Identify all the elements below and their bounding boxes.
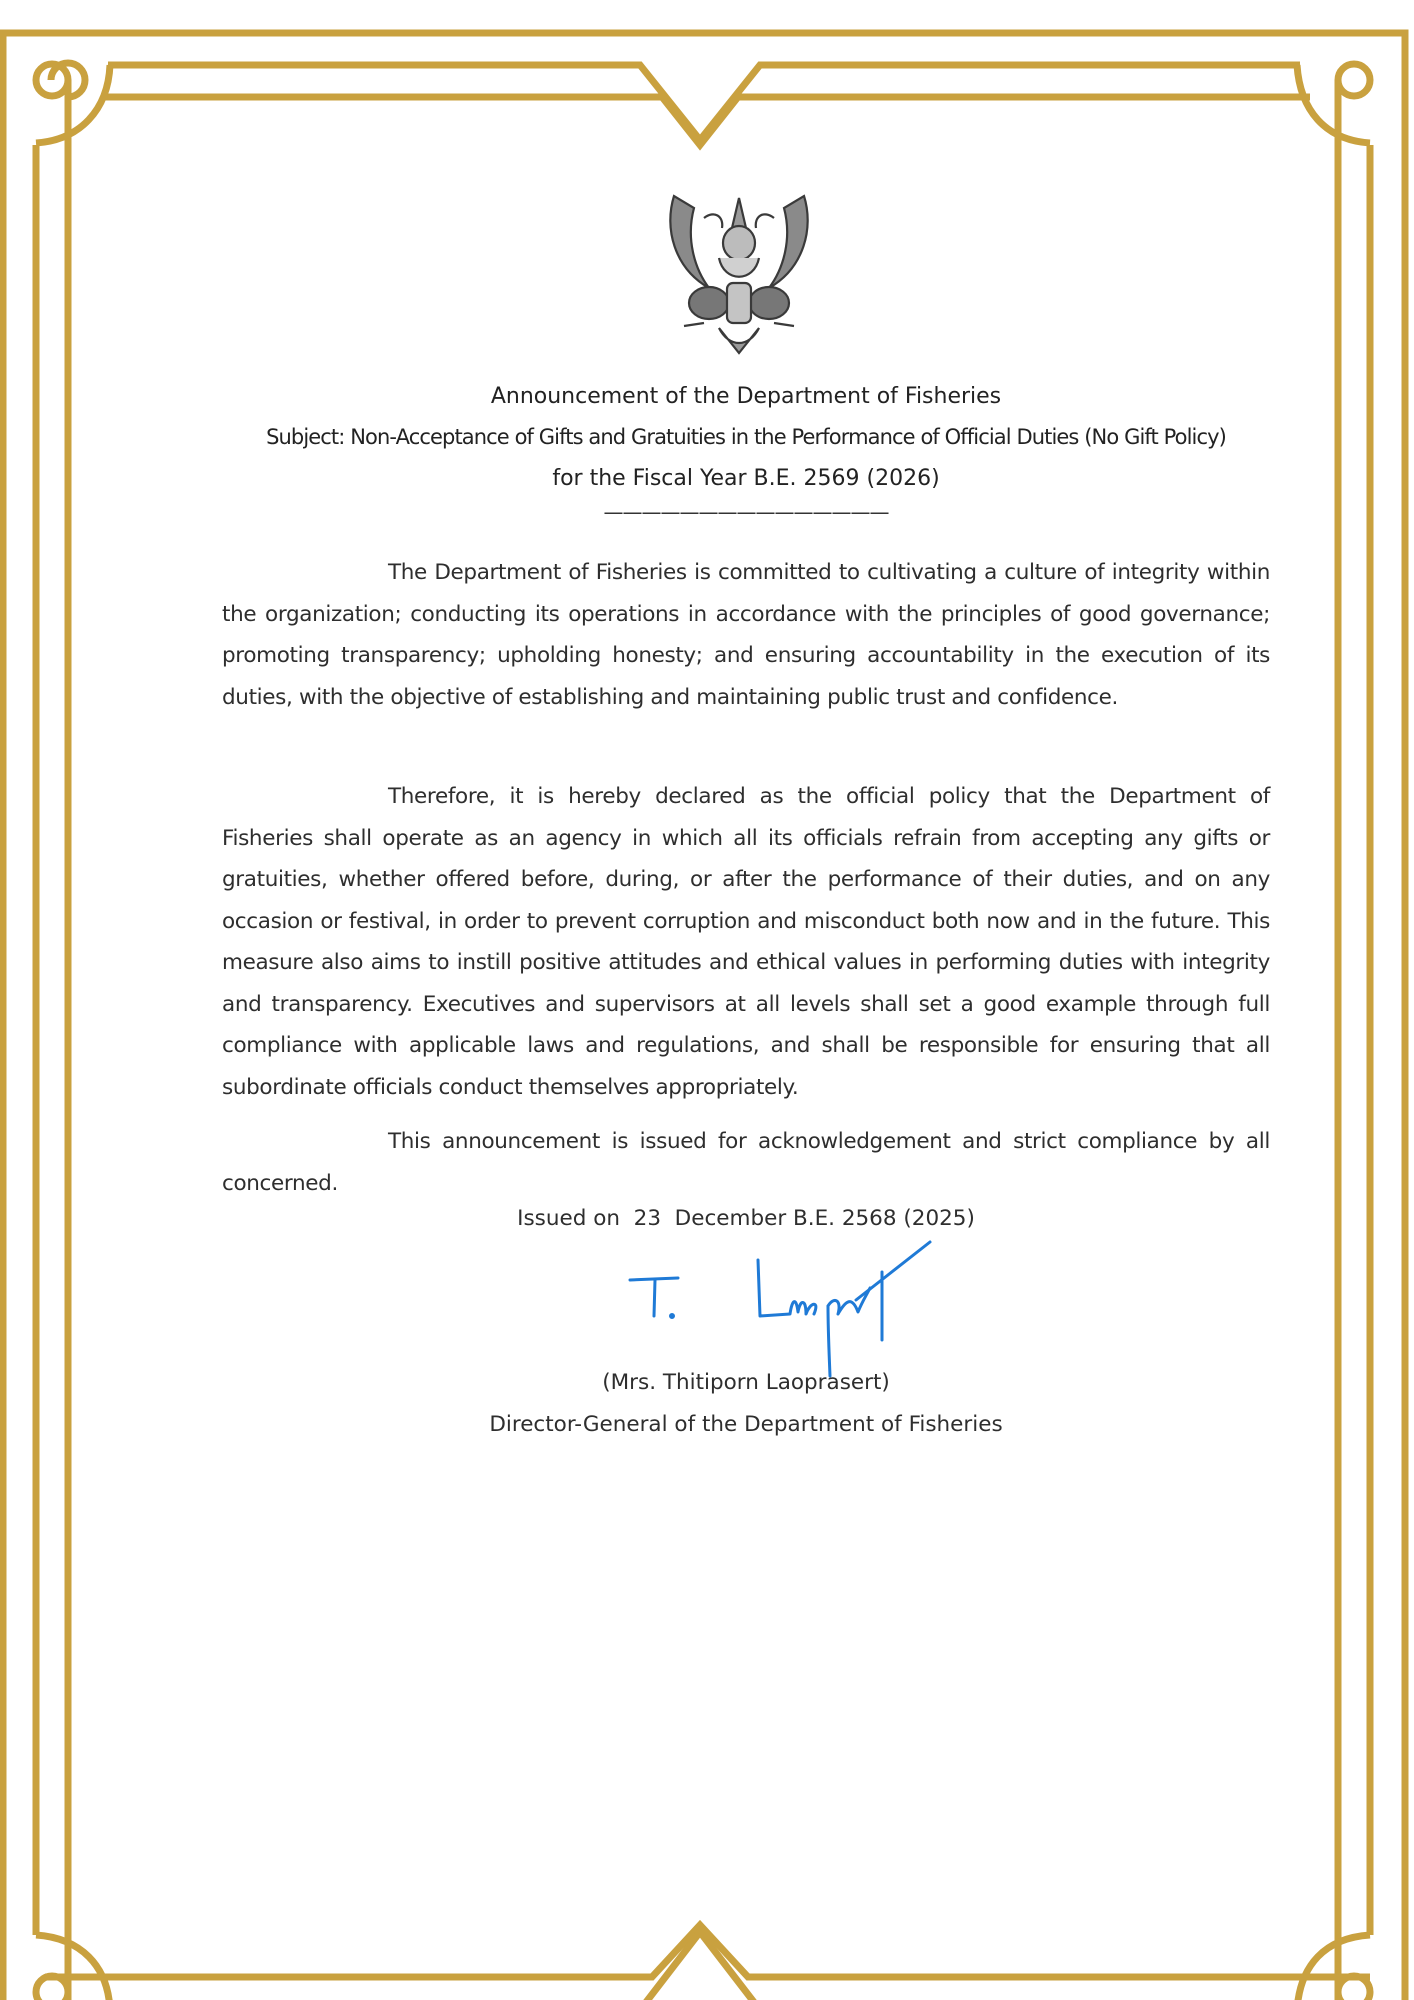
handwritten-signature <box>620 1240 980 1380</box>
signer-title: Director-General of the Department of Fisheries <box>489 1412 1003 1437</box>
announcement-subject: Subject: Non-Acceptance of Gifts and Gratuities in the Performance of Official Duties (No Gift Policy) <box>266 425 1226 449</box>
signer-name: (Mrs. Thitiporn Laoprasert) <box>602 1370 890 1395</box>
announcement-title: Announcement of the Department of Fisheries <box>490 384 1002 409</box>
paragraph-compliance: This announcement is issued for acknowledgement and strict compliance by all concerned. <box>222 1129 1270 1196</box>
issued-date: Issued on 23 December B.E. 2568 (2025) <box>517 1206 975 1231</box>
garuda-emblem-icon <box>664 188 814 358</box>
fiscal-year-line: for the Fiscal Year B.E. 2569 (2026) <box>552 466 940 491</box>
paragraph-policy: Therefore, it is hereby declared as the official policy that the Department of Fisheries shall operate as an agency in which all its officials refrain from accepting any gifts or gratuities, whether offered before, during, or after the performance of their duties, and on any occasion or festival, in order to prevent corruption and misconduct both now and in the future. This measure also aims to instill positive attitudes and ethical values in performing duties with integrity and transparency. Executives and supervisors at all levels shall set a good example through full compliance with applicable laws and regulations, and shall be responsible for ensuring that all subordinate officials conduct themselves appropriately. <box>222 784 1270 1100</box>
paragraph-integrity: The Department of Fisheries is committed to cultivating a culture of integrity within the organization; conducting its operations in accordance with the principles of good governance; promoting transparency; upholding honesty; and ensuring accountability in the execution of its duties, with the objective of establishing and maintaining public trust and confidence. <box>222 560 1270 710</box>
heading-divider: ——————————————— <box>603 500 889 524</box>
